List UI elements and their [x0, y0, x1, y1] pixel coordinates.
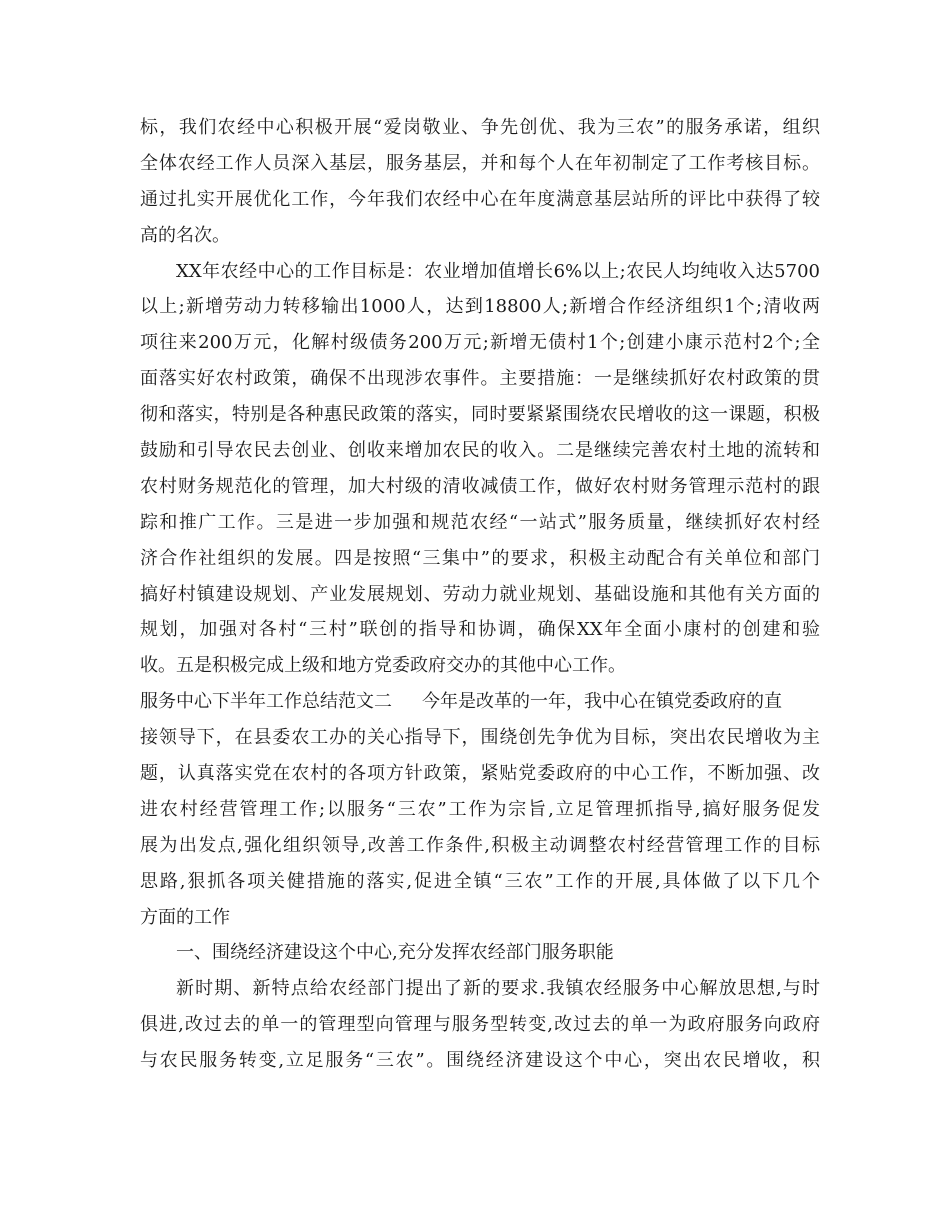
text-line: 项往来200万元，化解村级债务200万元;新增无债村1个;创建小康示范村2个;全	[140, 332, 820, 354]
text-line: 方面的工作	[140, 906, 230, 928]
text-line: 俱进,改过去的单一的管理型向管理与服务型转变,改过去的单一为政府服务向政府	[140, 1014, 820, 1036]
text-line: 收。五是积极完成上级和地方党委政府交办的其他中心工作。	[140, 655, 626, 677]
text-line: XX年农经中心的工作目标是：农业增加值增长6%以上;农民人均纯收入达5700	[176, 260, 820, 282]
text-line: 规划，加强对各村“三村”联创的指导和协调，确保XX年全面小康村的创建和验	[140, 619, 820, 641]
text-line: 与农民服务转变,立足服务“三农”。围绕经济建设这个中心，突出农民增收，积	[140, 1050, 820, 1072]
text-line: 农村财务规范化的管理，加大村级的清收减债工作，做好农村财务管理示范村的跟	[140, 475, 820, 497]
text-line: 鼓励和引导农民去创业、创收来增加农民的收入。二是继续完善农村土地的流转和	[140, 440, 820, 462]
paragraph	[140, 971, 820, 1079]
paragraph	[140, 254, 820, 685]
text-line	[140, 684, 820, 720]
text-line: 展为出发点,强化组织领导,改善工作条件,积极主动调整农村经营管理工作的目标	[140, 834, 820, 856]
text-line: 思路,狠抓各项关健措施的落实,促进全镇“三农”工作的开展,具体做了以下几个	[140, 870, 820, 892]
text-line: 济合作社组织的发展。四是按照“三集中”的要求，积极主动配合有关单位和部门	[140, 547, 820, 569]
text-line: 接领导下，在县委农工办的关心指导下，围绕创先争优为目标，突出农民增收为主	[140, 727, 820, 749]
text-line: 以上;新增劳动力转移输出1000人，达到18800人;新增合作经济组织1个;清收两	[140, 296, 820, 318]
text-line: 踪和推广工作。三是进一步加强和规范农经“一站式”服务质量，继续抓好农村经	[140, 511, 820, 533]
subheading: 一、围绕经济建设这个中心,充分发挥农经部门服务职能	[176, 942, 614, 964]
text-line: 新时期、新特点给农经部门提出了新的要求.我镇农经服务中心解放思想,与时	[176, 978, 820, 1000]
paragraph	[140, 935, 820, 971]
heading-line-rest: 今年是改革的一年，我中心在镇党委政府的直	[422, 691, 782, 713]
text-line: 彻和落实，特别是各种惠民政策的落实，同时要紧紧围绕农民增收的这一课题，积极	[140, 404, 820, 426]
text-line: 进农村经营管理工作;以服务“三农”工作为宗旨,立足管理抓指导,搞好服务促发	[140, 798, 820, 820]
document-body	[140, 110, 820, 1079]
section-heading: 服务中心下半年工作总结范文二	[140, 691, 392, 713]
text-line: 面落实好农村政策，确保不出现涉农事件。主要措施：一是继续抓好农村政策的贯	[140, 368, 820, 390]
text-line: 搞好村镇建设规划、产业发展规划、劳动力就业规划、基础设施和其他有关方面的	[140, 583, 820, 605]
text-line: 题，认真落实党在农村的各项方针政策，紧贴党委政府的中心工作，不断加强、改	[140, 763, 820, 785]
paragraph	[140, 684, 820, 935]
text-line: 高的名次。	[140, 224, 230, 246]
text-line: 标，我们农经中心积极开展“爱岗敬业、争先创优、我为三农”的服务承诺，组织	[140, 117, 820, 138]
text-line: 全体农经工作人员深入基层，服务基层，并和每个人在年初制定了工作考核目标。	[140, 152, 820, 174]
paragraph	[140, 110, 820, 254]
text-line: 通过扎实开展优化工作，今年我们农经中心在年度满意基层站所的评比中获得了较	[140, 188, 820, 210]
